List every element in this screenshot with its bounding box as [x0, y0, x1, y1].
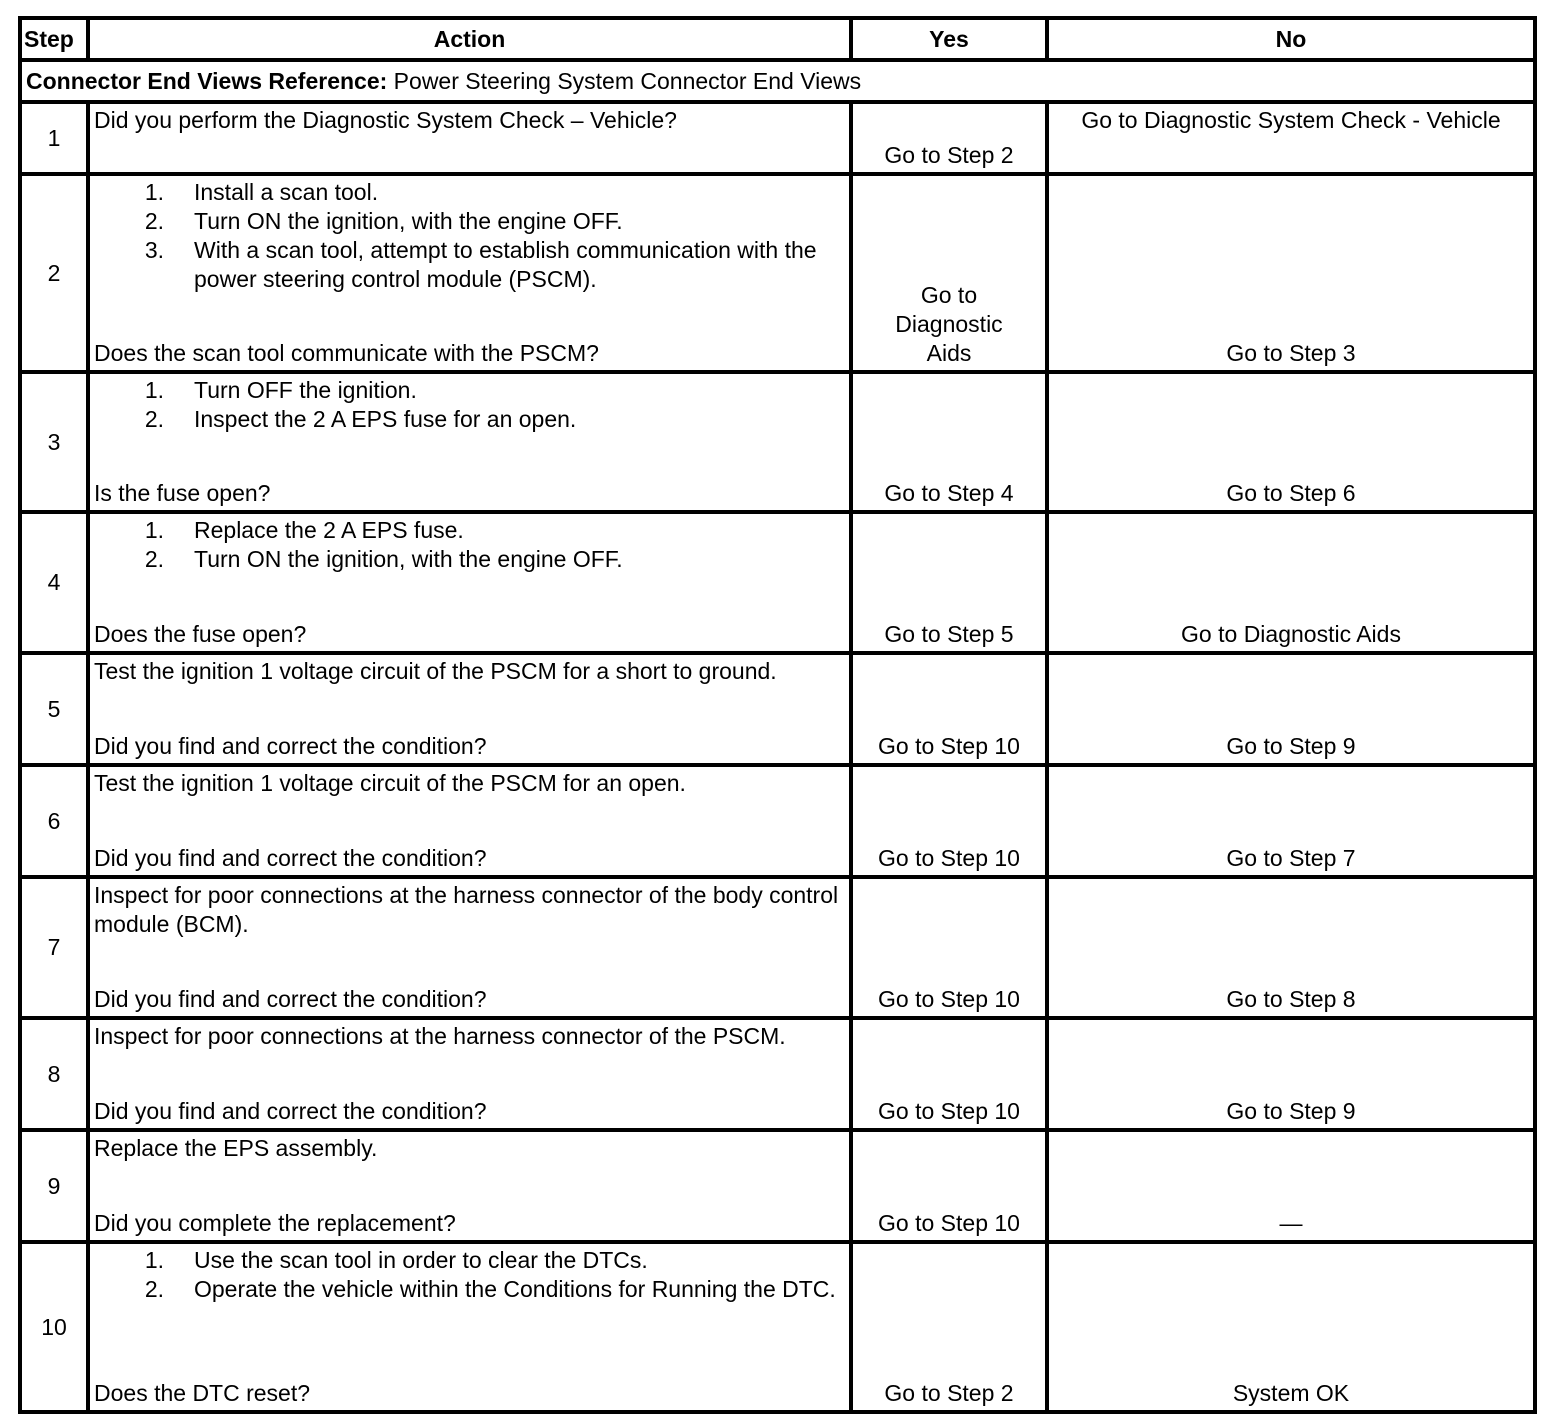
- table-row: [20, 653, 1535, 765]
- step-number: 3: [20, 372, 88, 512]
- action-top: [94, 1022, 847, 1051]
- action-question: Did you find and correct the condition?: [94, 986, 487, 1012]
- header-step: Step: [20, 18, 88, 60]
- no-result: Go to Step 7: [1047, 765, 1535, 877]
- list-item-number: 1.: [144, 1247, 164, 1273]
- no-result: Go to Step 6: [1047, 372, 1535, 512]
- action-top: [94, 657, 847, 686]
- action-question: Did you complete the replacement?: [94, 1210, 456, 1236]
- reference-text: Power Steering System Connector End Views: [387, 67, 862, 94]
- list-item-number: 1.: [144, 377, 164, 403]
- table-row: [20, 765, 1535, 877]
- yes-result: Go to Step 10: [851, 1130, 1047, 1242]
- list-item-number: 2.: [144, 546, 164, 572]
- list-item: [94, 236, 847, 294]
- action-top: [94, 516, 847, 574]
- no-result: Go to Diagnostic Aids: [1047, 512, 1535, 653]
- action-question: Is the fuse open?: [94, 480, 271, 506]
- yes-result: Go to Step 2: [851, 102, 1047, 174]
- yes-result: Go to Step 10: [851, 765, 1047, 877]
- no-result: Go to Step 9: [1047, 653, 1535, 765]
- action-cell: [88, 372, 851, 512]
- action-lead: Test the ignition 1 voltage circuit of the PSCM for an open.: [94, 770, 686, 796]
- yes-result: Go to Step 10: [851, 877, 1047, 1018]
- no-result: —: [1047, 1130, 1535, 1242]
- action-lead: Did you perform the Diagnostic System Check – Vehicle?: [94, 107, 677, 133]
- table-row: [20, 1242, 1535, 1412]
- list-item-number: 1.: [144, 179, 164, 205]
- step-number: 10: [20, 1242, 88, 1412]
- action-cell: [88, 512, 851, 653]
- instruction-list: [94, 178, 847, 294]
- action-question: Did you find and correct the condition?: [94, 1098, 487, 1124]
- action-cell: [88, 877, 851, 1018]
- list-item-number: 1.: [144, 517, 164, 543]
- step-number: 2: [20, 174, 88, 372]
- reference-row: [20, 60, 1535, 102]
- yes-result: Go to Step 10: [851, 653, 1047, 765]
- instruction-list: [94, 376, 847, 434]
- no-result: System OK: [1047, 1242, 1535, 1412]
- step-number: 1: [20, 102, 88, 174]
- instruction-list: [94, 516, 847, 574]
- table-row: [20, 1018, 1535, 1130]
- action-lead: Inspect for poor connections at the harness connector of the body control module (BCM).: [94, 882, 839, 937]
- action-lead: Inspect for poor connections at the harness connector of the PSCM.: [94, 1023, 786, 1049]
- yes-result: Go to Step 5: [851, 512, 1047, 653]
- list-item-text: Inspect the 2 A EPS fuse for an open.: [194, 406, 577, 432]
- step-number: 5: [20, 653, 88, 765]
- reference-cell: [20, 60, 1535, 102]
- action-top: [94, 106, 847, 135]
- step-number: 6: [20, 765, 88, 877]
- action-top: [94, 881, 847, 939]
- action-lead: Test the ignition 1 voltage circuit of the PSCM for a short to ground.: [94, 658, 777, 684]
- action-top: [94, 376, 847, 434]
- list-item: [94, 376, 847, 405]
- list-item-number: 2.: [144, 208, 164, 234]
- no-result: Go to Diagnostic System Check - Vehicle: [1047, 102, 1535, 174]
- list-item-number: 3.: [144, 237, 164, 263]
- list-item-text: Turn ON the ignition, with the engine OFF.: [194, 208, 623, 234]
- yes-result: Go to Step 4: [851, 372, 1047, 512]
- no-result: Go to Step 8: [1047, 877, 1535, 1018]
- action-cell: [88, 1130, 851, 1242]
- action-top: [94, 178, 847, 294]
- action-cell: [88, 102, 851, 174]
- step-number: 8: [20, 1018, 88, 1130]
- action-top: [94, 1134, 847, 1163]
- list-item-number: 2.: [144, 1276, 164, 1302]
- no-result: Go to Step 3: [1047, 174, 1535, 372]
- list-item-number: 2.: [144, 406, 164, 432]
- action-cell: [88, 765, 851, 877]
- action-cell: [88, 1242, 851, 1412]
- yes-result: Go to Step 10: [851, 1018, 1047, 1130]
- action-cell: [88, 174, 851, 372]
- action-question: Does the fuse open?: [94, 621, 307, 647]
- step-number: 9: [20, 1130, 88, 1242]
- table-row: [20, 372, 1535, 512]
- table-row: [20, 877, 1535, 1018]
- header-action: Action: [88, 18, 851, 60]
- list-item: [94, 516, 847, 545]
- list-item-text: Operate the vehicle within the Conditions for Running the DTC.: [194, 1276, 836, 1302]
- table-row: [20, 1130, 1535, 1242]
- action-question: Does the scan tool communicate with the PSCM?: [94, 340, 599, 366]
- step-number: 7: [20, 877, 88, 1018]
- action-question: Does the DTC reset?: [94, 1380, 311, 1406]
- yes-result: Go to Diagnostic Aids: [851, 174, 1047, 372]
- list-item: [94, 405, 847, 434]
- header-no: No: [1047, 18, 1535, 60]
- action-top: [94, 769, 847, 798]
- instruction-list: [94, 1246, 847, 1304]
- list-item: [94, 207, 847, 236]
- action-lead: Replace the EPS assembly.: [94, 1135, 378, 1161]
- table-row: [20, 102, 1535, 174]
- list-item-text: Install a scan tool.: [194, 179, 379, 205]
- list-item-text: Turn OFF the ignition.: [194, 377, 417, 403]
- list-item: [94, 1246, 847, 1275]
- header-row: [20, 18, 1535, 60]
- yes-result: Go to Step 2: [851, 1242, 1047, 1412]
- action-question: Did you find and correct the condition?: [94, 845, 487, 871]
- list-item-text: Replace the 2 A EPS fuse.: [194, 517, 464, 543]
- list-item: [94, 545, 847, 574]
- action-top: [94, 1246, 847, 1304]
- list-item-text: Turn ON the ignition, with the engine OFF.: [194, 546, 623, 572]
- list-item: [94, 1275, 847, 1304]
- table-row: [20, 174, 1535, 372]
- action-cell: [88, 1018, 851, 1130]
- diagnostic-table: [18, 16, 1537, 1414]
- reference-label: Connector End Views Reference:: [26, 67, 388, 94]
- header-yes: Yes: [851, 18, 1047, 60]
- action-cell: [88, 653, 851, 765]
- table-row: [20, 512, 1535, 653]
- step-number: 4: [20, 512, 88, 653]
- no-result: Go to Step 9: [1047, 1018, 1535, 1130]
- list-item: [94, 178, 847, 207]
- list-item-text: Use the scan tool in order to clear the DTCs.: [194, 1247, 648, 1273]
- action-question: Did you find and correct the condition?: [94, 733, 487, 759]
- list-item-text: With a scan tool, attempt to establish communication with the power steering control module (PSCM).: [194, 237, 817, 292]
